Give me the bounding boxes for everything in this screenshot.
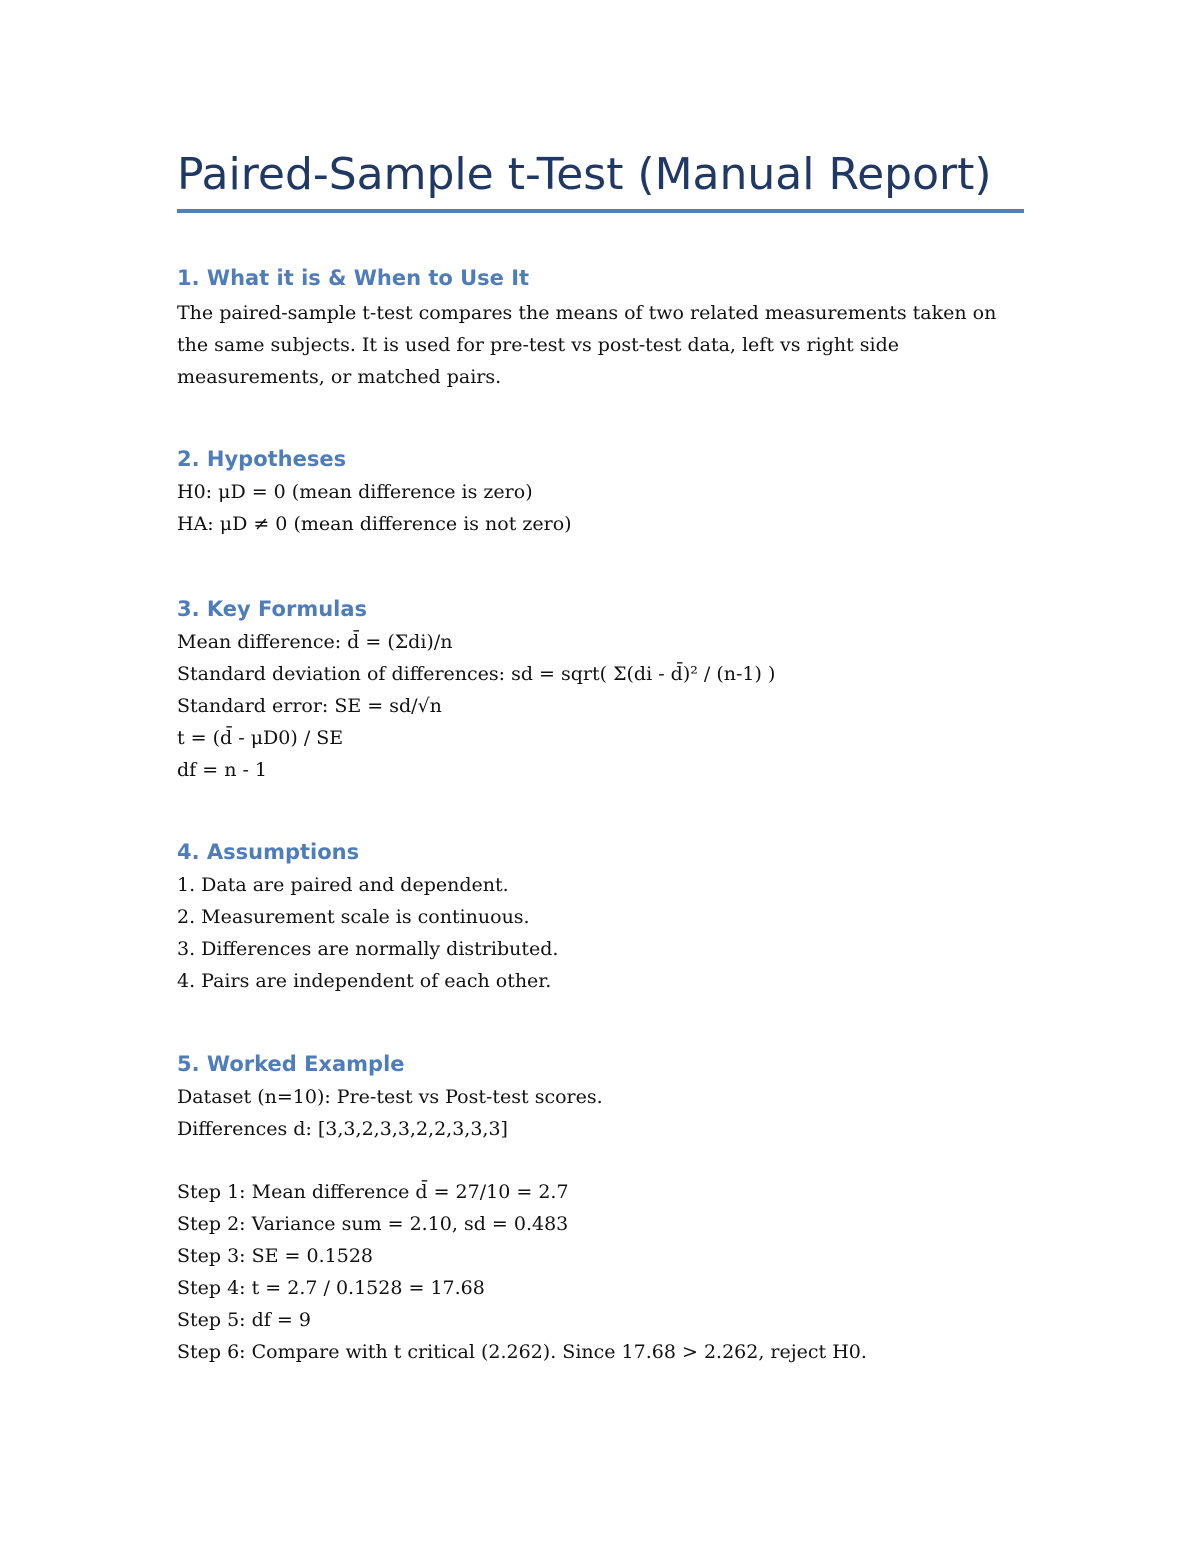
section-assumptions [177,835,1027,997]
example-steps [177,1176,1027,1368]
alternative-hypothesis: HA: μD ≠ 0 (mean difference is not zero) [177,513,572,535]
differences-list: Differences d: [3,3,2,3,3,2,2,3,3,3] [177,1118,508,1140]
step-item: Step 1: Mean difference d̄ = 27/10 = 2.7 [177,1181,569,1203]
formula-t-statistic: t = (d̄ - μD0) / SE [177,727,344,749]
section-what-it-is [177,261,1027,393]
formula-mean-difference: Mean difference: d̄ = (Σdi)/n [177,631,453,653]
section-paragraph: The paired-sample t-test compares the means of two related measurements taken on the same subjects. It is used for pre-test vs post-test data, left vs right side measurements, or matched pairs. [177,302,997,388]
step-item: Step 2: Variance sum = 2.10, sd = 0.483 [177,1213,569,1235]
step-item: Step 5: df = 9 [177,1309,311,1331]
assumption-item: 2. Measurement scale is continuous. [177,906,530,928]
hypotheses-list [177,476,1027,540]
section-key-formulas [177,592,1027,786]
assumption-item: 1. Data are paired and dependent. [177,874,509,896]
step-item: Step 4: t = 2.7 / 0.1528 = 17.68 [177,1277,485,1299]
null-hypothesis: H0: μD = 0 (mean difference is zero) [177,481,533,503]
section-heading: 4. Assumptions [177,840,360,864]
dataset-description: Dataset (n=10): Pre-test vs Post-test scores. [177,1086,603,1108]
step-item: Step 3: SE = 0.1528 [177,1245,373,1267]
document-title: Paired-Sample t-Test (Manual Report) [177,149,992,200]
assumptions-list [177,869,1027,997]
assumption-item: 4. Pairs are independent of each other. [177,970,552,992]
title-underline [177,209,1024,213]
section-heading: 2. Hypotheses [177,447,347,471]
assumption-item: 3. Differences are normally distributed. [177,938,559,960]
section-worked-example [177,1047,1027,1368]
example-data [177,1081,1027,1145]
section-heading: 5. Worked Example [177,1052,405,1076]
formula-standard-error: Standard error: SE = sd/√n [177,695,442,717]
section-heading: 3. Key Formulas [177,597,368,621]
spacer [177,1145,1027,1176]
section-heading: 1. What it is & When to Use It [177,266,530,290]
section-hypotheses [177,442,1027,540]
formula-degrees-of-freedom: df = n - 1 [177,759,268,781]
formulas-list [177,626,1027,786]
formula-standard-deviation: Standard deviation of differences: sd = sqrt( Σ(di - d̄)² / (n-1) ) [177,663,776,685]
step-item: Step 6: Compare with t critical (2.262). Since 17.68 > 2.262, reject H0. [177,1341,867,1363]
